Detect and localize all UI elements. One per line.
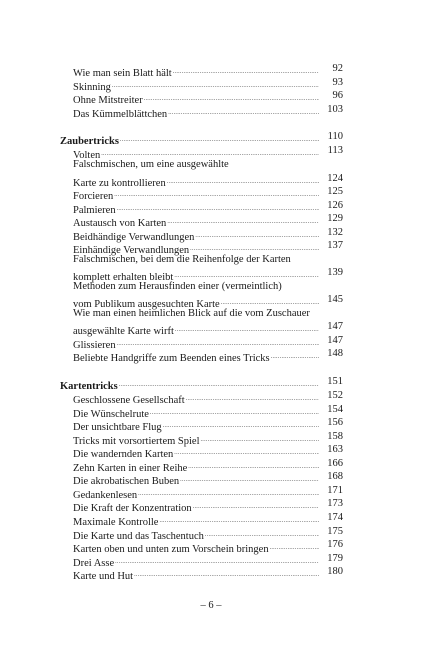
dot-leader [101, 144, 319, 158]
toc-entry-title: Volten [73, 150, 101, 161]
toc-entry-page: 180 [327, 566, 343, 577]
toc-entry [0, 403, 422, 420]
dot-leader [120, 130, 319, 144]
toc-entry-title: Wie man sein Blatt hält [73, 68, 172, 79]
toc-entry-title: Austausch von Karten [73, 218, 167, 229]
toc-entry-page: 151 [327, 376, 343, 387]
toc-entry-page: 175 [327, 526, 343, 537]
toc-entry-title: Geschlossene Gesellschaft [73, 395, 185, 406]
toc-entry-page: 163 [327, 444, 343, 455]
toc-entry-title: Der unsichtbare Flug [73, 422, 162, 433]
toc-entry-title: Palmieren [73, 205, 116, 216]
toc-entry-title: Maximale Kontrolle [73, 517, 159, 528]
toc-entry [0, 185, 422, 202]
toc-entry [0, 443, 422, 460]
toc-entry-page: 148 [327, 348, 343, 359]
toc-entry-page: 147 [327, 335, 343, 346]
dot-leader [144, 89, 319, 103]
dot-leader [114, 185, 319, 199]
toc-entry-title: Ohne Mitstreiter [73, 95, 143, 106]
toc-entry [0, 470, 422, 487]
toc-entry-title: Karte zu kontrollieren [73, 178, 166, 189]
toc-entry-page: 110 [327, 131, 343, 142]
toc-entry-page: 154 [327, 404, 343, 415]
toc-entry [0, 538, 422, 555]
toc-entry-page: 96 [332, 90, 343, 101]
toc-entry-page: 132 [327, 227, 343, 238]
toc-entry [0, 565, 422, 582]
dot-leader [173, 62, 319, 76]
toc-entry-title: Kartentricks [60, 381, 118, 392]
toc-entry-page: 173 [327, 498, 343, 509]
toc-entry-page: 152 [327, 390, 343, 401]
toc-entry [0, 497, 422, 514]
toc-entry [0, 307, 422, 321]
dot-leader [159, 511, 319, 525]
dot-leader [205, 525, 319, 539]
dot-leader [117, 334, 319, 348]
toc-entry [0, 525, 422, 542]
toc-entry-page: 166 [327, 458, 343, 469]
toc-entry-title: Wie man einen heimlichen Blick auf die vom Zuschauer [73, 308, 310, 319]
toc-entry-title: Drei Asse [73, 558, 115, 569]
toc-entry [0, 416, 422, 433]
toc-section [0, 375, 422, 392]
toc-entry [0, 293, 422, 310]
toc-entry [0, 389, 422, 406]
toc-entry-title: Beidhändige Verwandlungen [73, 232, 195, 243]
toc-entry-page: 145 [327, 294, 343, 305]
toc-entry-page: 158 [327, 431, 343, 442]
dot-leader [190, 239, 319, 253]
toc-entry-page: 103 [327, 104, 343, 115]
toc-entry-title: Glissieren [73, 340, 116, 351]
dot-leader [200, 430, 319, 444]
toc-entry [0, 62, 422, 79]
toc-entry [0, 280, 422, 294]
dot-leader [163, 416, 319, 430]
dot-leader [168, 103, 319, 117]
toc-entry-page: 168 [327, 471, 343, 482]
dot-leader [175, 320, 319, 334]
toc-entry-page: 156 [327, 417, 343, 428]
toc-entry-page: 124 [327, 173, 343, 184]
toc-entry [0, 552, 422, 569]
toc-entry-title: komplett erhalten bleibt [73, 272, 174, 283]
toc-entry-page: 126 [327, 200, 343, 211]
toc-entry-title: Zehn Karten in einer Reihe [73, 463, 188, 474]
toc-entry-title: vom Publikum ausgesuchten Karte [73, 299, 220, 310]
toc-entry-title: Karte und Hut [73, 571, 134, 582]
toc-entry-page: 176 [327, 539, 343, 550]
dot-leader [174, 443, 319, 457]
toc-entry [0, 511, 422, 528]
dot-leader [117, 199, 319, 213]
toc-entry [0, 320, 422, 337]
toc-entry-title: Skinning [73, 82, 111, 93]
toc-entry [0, 334, 422, 351]
dot-leader [119, 375, 319, 389]
toc-entry-page: 113 [327, 145, 343, 156]
toc-entry-title: Das Kümmelblättchen [73, 109, 168, 120]
toc-entry-title: Karten oben und unten zum Vorschein bringen [73, 544, 269, 555]
toc-entry [0, 253, 422, 267]
toc-entry [0, 457, 422, 474]
toc-entry-page: 129 [327, 213, 343, 224]
dot-leader [138, 484, 319, 498]
dot-leader [134, 565, 319, 579]
dot-leader [186, 389, 319, 403]
toc-entry [0, 212, 422, 229]
toc-entry-title: Einhändige Verwandlungen [73, 245, 190, 256]
toc-entry-page: 137 [327, 240, 343, 251]
toc-entry-page: 92 [332, 63, 343, 74]
toc-entry-title: Forcieren [73, 191, 114, 202]
dot-leader [167, 172, 319, 186]
toc-entry [0, 76, 422, 93]
dot-leader [115, 552, 319, 566]
toc-entry-title: Die akrobatischen Buben [73, 476, 180, 487]
toc-entry-title: Falschmischen, um eine ausgewählte [73, 159, 229, 170]
toc-entry-title: Zaubertricks [60, 136, 119, 147]
toc-entry [0, 430, 422, 447]
toc-entry-page: 174 [327, 512, 343, 523]
toc-entry [0, 172, 422, 189]
dot-leader [193, 497, 319, 511]
toc-entry-title: Tricks mit vorsortiertem Spiel [73, 436, 200, 447]
toc-entry-title: ausgewählte Karte wirft [73, 326, 174, 337]
dot-leader [174, 266, 319, 280]
dot-leader [150, 403, 319, 417]
toc-section [0, 130, 422, 147]
toc-entry-title: Methoden zum Herausfinden einer (vermeintlich) [73, 281, 282, 292]
toc-entry-title: Die Wünschelrute [73, 409, 149, 420]
dot-leader [195, 226, 319, 240]
toc-entry [0, 239, 422, 256]
toc-entry-title: Die Kraft der Konzentration [73, 503, 192, 514]
toc-entry-page: 125 [327, 186, 343, 197]
dot-leader [167, 212, 319, 226]
toc-entry-title: Die wandernden Karten [73, 449, 174, 460]
toc-entry-page: 139 [327, 267, 343, 278]
toc-entry-page: 171 [327, 485, 343, 496]
toc-entry [0, 103, 422, 120]
dot-leader [180, 470, 319, 484]
dot-leader [188, 457, 319, 471]
toc-entry [0, 89, 422, 106]
toc-entry [0, 347, 422, 364]
toc-entry [0, 266, 422, 283]
page-number: – 6 – [200, 600, 222, 611]
toc-entry [0, 199, 422, 216]
toc-entry-page: 147 [327, 321, 343, 332]
toc-entry-title: Gedankenlesen [73, 490, 138, 501]
dot-leader [112, 76, 319, 90]
toc-entry [0, 144, 422, 161]
toc-entry-page: 93 [332, 77, 343, 88]
toc-entry-title: Beliebte Handgriffe zum Beenden eines Tricks [73, 353, 270, 364]
toc-entry [0, 484, 422, 501]
toc-entry [0, 226, 422, 243]
toc-entry-page: 179 [327, 553, 343, 564]
toc-entry [0, 158, 422, 172]
toc-entry-title: Falschmischen, bei dem die Reihenfolge der Karten [73, 254, 291, 265]
toc-entry-title: Die Karte und das Taschentuch [73, 531, 204, 542]
